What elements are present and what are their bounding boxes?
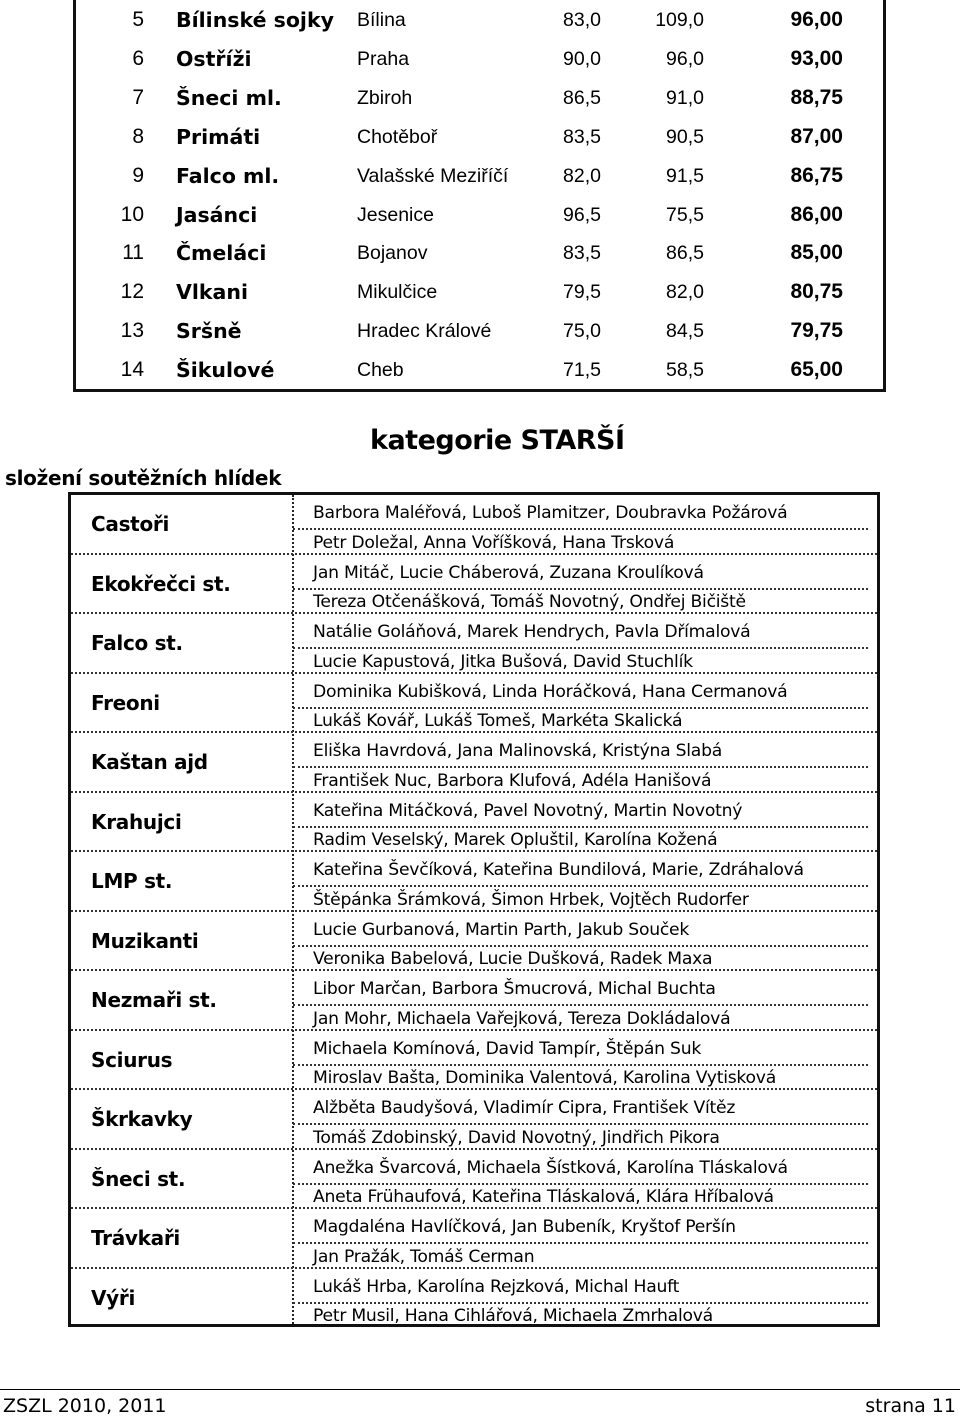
page-number: strana 11	[865, 1395, 956, 1417]
rank-cell: 5	[132, 8, 144, 31]
member-line: Lucie Kapustová, Jitka Bušová, David Stuchlík	[313, 651, 693, 672]
score2-cell: 86,5	[666, 242, 704, 265]
member-line: František Nuc, Barbora Klufová, Adéla Hanišová	[313, 770, 712, 791]
member-line: Kateřina Ševčíková, Kateřina Bundilová, Marie, Zdráhalová	[313, 860, 804, 880]
team-members	[313, 797, 742, 856]
score2-cell: 90,5	[666, 125, 704, 148]
member-line: Dominika Kubišková, Linda Horáčková, Hana Cermanová	[313, 681, 788, 702]
member-line: Magdaléna Havlíčková, Jan Bubeník, Kryštof Peršín	[313, 1217, 736, 1237]
member-line: Jan Mohr, Michaela Vařejková, Tereza Dokládalová	[313, 1008, 731, 1029]
team-cell: Bílinské sojky	[176, 8, 334, 32]
team-members	[313, 1213, 736, 1272]
team-cell: Šikulové	[176, 358, 275, 383]
member-line: Anežka Švarcová, Michaela Šístková, Karolína Tláskalová	[313, 1157, 788, 1178]
total-cell: 96,00	[790, 8, 843, 31]
member-line: Eliška Havrdová, Jana Malinovská, Kristýna Slabá	[313, 741, 723, 761]
team-row	[71, 1150, 877, 1210]
team-cell: Ostříži	[176, 46, 252, 71]
team-members	[313, 1035, 776, 1094]
score2-cell: 91,5	[666, 164, 704, 187]
team-row	[71, 614, 877, 674]
section-label: složení soutěžních hlídek	[5, 466, 282, 490]
rank-cell: 12	[120, 280, 144, 304]
team-cell: Falco ml.	[176, 163, 280, 188]
member-line: Lukáš Kovář, Lukáš Tomeš, Markéta Skalická	[313, 711, 683, 731]
team-members	[313, 1094, 735, 1153]
score2-cell: 91,0	[666, 86, 704, 109]
member-line: Veronika Babelová, Lucie Dušková, Radek Maxa	[313, 949, 713, 969]
team-row	[71, 1209, 877, 1269]
team-row	[71, 971, 877, 1031]
member-line: Lukáš Hrba, Karolína Rejzková, Michal Hauft	[313, 1276, 680, 1297]
total-cell: 88,75	[790, 85, 843, 109]
member-line: Michaela Komínová, David Tampír, Štěpán Suk	[313, 1038, 702, 1059]
team-row	[71, 733, 877, 793]
city-cell: Bílina	[357, 9, 406, 31]
rank-cell: 6	[132, 46, 144, 70]
member-line: Petr Doležal, Anna Voříšková, Hana Trsková	[313, 532, 675, 553]
member-separator	[293, 1302, 868, 1334]
city-cell: Chotěboř	[357, 125, 438, 148]
results-table	[73, 0, 886, 392]
city-cell: Valašské Meziříčí	[357, 164, 509, 187]
team-name: Kaštan ajd	[91, 750, 208, 774]
team-row	[71, 912, 877, 972]
total-cell: 79,75	[790, 319, 843, 343]
team-members	[313, 1273, 713, 1332]
member-line: Jan Pražák, Tomáš Cerman	[313, 1246, 535, 1267]
results-row	[76, 157, 883, 195]
team-row	[71, 1090, 877, 1150]
city-cell: Zbiroh	[357, 86, 413, 109]
member-line: Barbora Maléřová, Luboš Plamitzer, Doubravka Požárová	[313, 503, 788, 523]
score1-cell: 82,0	[563, 164, 601, 187]
team-members	[313, 916, 712, 975]
team-members	[313, 737, 722, 796]
member-line: Jan Mitáč, Lucie Cháberová, Zuzana Kroulíková	[313, 562, 704, 583]
total-cell: 65,00	[790, 358, 843, 382]
score1-cell: 79,5	[563, 281, 601, 304]
team-members	[313, 499, 787, 558]
results-row	[76, 79, 883, 117]
total-cell: 87,00	[790, 124, 843, 148]
team-members	[313, 678, 787, 737]
team-cell: Jasánci	[176, 202, 258, 227]
city-cell: Hradec Králové	[357, 320, 492, 343]
results-row	[76, 312, 883, 350]
footer-title: ZSZL 2010, 2011	[3, 1395, 167, 1417]
member-line: Kateřina Mitáčková, Pavel Novotný, Martin Novotný	[313, 800, 743, 821]
team-cell: Vlkani	[176, 280, 248, 305]
total-cell: 86,00	[790, 202, 843, 226]
member-line: Tereza Otčenášková, Tomáš Novotný, Ondřej Bičiště	[313, 592, 746, 612]
team-cell: Primáti	[176, 124, 261, 149]
city-cell: Bojanov	[357, 242, 428, 265]
score2-cell: 96,0	[666, 47, 704, 70]
team-name: Šneci st.	[91, 1166, 186, 1191]
member-line: Libor Marčan, Barbora Šmucrová, Michal Buchta	[313, 979, 716, 999]
team-cell: Šneci ml.	[176, 85, 282, 110]
team-name: Sciurus	[91, 1047, 173, 1072]
rank-cell: 7	[132, 85, 144, 109]
team-composition-table	[68, 492, 880, 1327]
rank-cell: 14	[120, 358, 144, 382]
team-cell: Čmeláci	[176, 241, 267, 266]
team-name: Škrkavky	[91, 1107, 193, 1131]
team-row	[71, 1269, 877, 1329]
total-cell: 85,00	[790, 241, 843, 265]
member-line: Aneta Frühaufová, Kateřina Tláskalová, Klára Hříbalová	[313, 1187, 774, 1207]
team-members	[313, 618, 750, 677]
member-line: Petr Musil, Hana Cihlářová, Michaela Zmrhalová	[313, 1306, 713, 1326]
team-row	[71, 793, 877, 853]
score1-cell: 96,5	[563, 203, 601, 226]
city-cell: Mikulčice	[357, 281, 438, 304]
total-cell: 93,00	[790, 46, 843, 70]
team-row	[71, 555, 877, 615]
member-line: Lucie Gurbanová, Martin Parth, Jakub Souček	[313, 919, 690, 940]
score1-cell: 86,5	[563, 86, 601, 109]
results-row	[76, 118, 883, 156]
results-row	[76, 234, 883, 272]
team-members	[313, 856, 804, 915]
rank-cell: 9	[132, 163, 144, 187]
team-cell: Sršně	[176, 319, 242, 344]
team-row	[71, 1031, 877, 1091]
city-cell: Praha	[357, 47, 410, 70]
results-row	[76, 40, 883, 78]
team-name: Freoni	[91, 690, 160, 715]
team-members	[313, 559, 746, 618]
member-line: Tomáš Zdobinský, David Novotný, Jindřich Pikora	[313, 1127, 720, 1148]
results-row	[76, 196, 883, 234]
score2-cell: 75,5	[666, 203, 704, 226]
score1-cell: 90,0	[563, 47, 601, 70]
score2-cell: 109,0	[655, 9, 704, 31]
score2-cell: 82,0	[666, 281, 704, 304]
category-title: kategorie STARŠÍ	[370, 425, 625, 456]
team-name: LMP st.	[91, 869, 173, 893]
results-row	[76, 351, 883, 389]
score1-cell: 83,0	[563, 9, 601, 31]
rank-cell: 11	[122, 241, 144, 265]
total-cell: 80,75	[790, 280, 843, 304]
city-cell: Jesenice	[357, 203, 434, 226]
team-name: Muzikanti	[91, 928, 199, 953]
team-members	[313, 1154, 788, 1213]
team-row	[71, 852, 877, 912]
rank-cell: 13	[120, 319, 144, 343]
team-name: Nezmaři st.	[91, 988, 217, 1012]
team-name: Falco st.	[91, 631, 183, 655]
score2-cell: 58,5	[666, 359, 704, 382]
team-name: Castoři	[91, 512, 169, 536]
score1-cell: 83,5	[563, 242, 601, 265]
score1-cell: 75,0	[563, 320, 601, 343]
team-name: Krahujci	[91, 809, 182, 834]
score2-cell: 84,5	[666, 320, 704, 343]
member-line: Miroslav Bašta, Dominika Valentová, Karolina Vytisková	[313, 1068, 776, 1088]
team-row	[71, 495, 877, 555]
team-name: Výři	[91, 1285, 136, 1310]
team-name: Trávkaři	[91, 1226, 180, 1250]
rank-cell: 10	[120, 202, 144, 226]
team-name: Ekokřečci st.	[91, 571, 231, 596]
team-members	[313, 975, 730, 1034]
score1-cell: 83,5	[563, 125, 601, 148]
city-cell: Cheb	[357, 359, 404, 382]
member-line: Štěpánka Šrámková, Šimon Hrbek, Vojtěch Rudorfer	[313, 889, 749, 910]
results-row	[76, 273, 883, 311]
team-row	[71, 674, 877, 734]
score1-cell: 71,5	[563, 359, 601, 382]
rank-cell: 8	[132, 124, 144, 148]
total-cell: 86,75	[790, 163, 843, 187]
page-footer	[0, 1389, 960, 1417]
member-line: Radim Veselský, Marek Opluštil, Karolína Kožená	[313, 830, 718, 850]
member-line: Natálie Goláňová, Marek Hendrych, Pavla Dřímalová	[313, 622, 751, 642]
member-line: Alžběta Baudyšová, Vladimír Cipra, František Vítěz	[313, 1098, 736, 1118]
results-row	[76, 1, 883, 39]
